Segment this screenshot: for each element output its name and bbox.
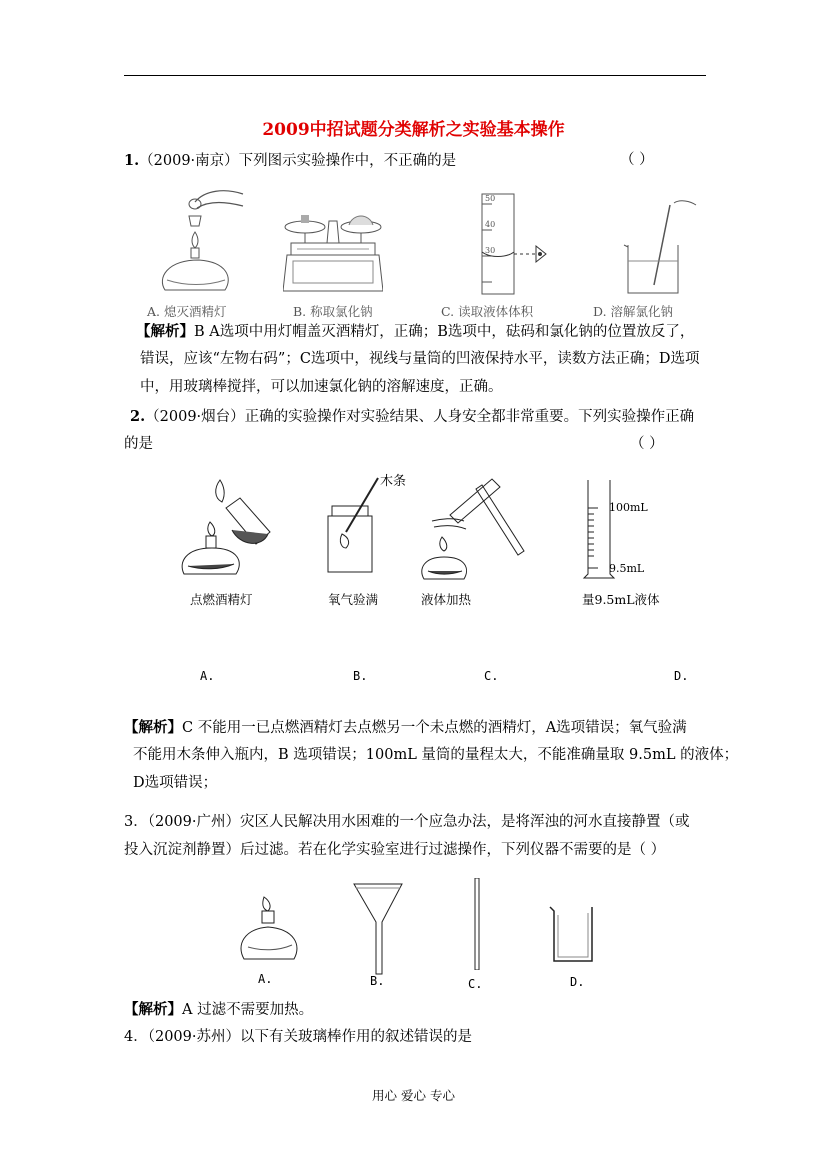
q3-stem-line-1: 3．（2009·广州）灾区人民解决用水困难的一个应急办法，是将浑浊的河水直接静置（或 [124, 814, 690, 830]
page-title: 2009中招试题分类解析之实验基本操作 [262, 120, 565, 140]
q3-analysis: 【解析】A 过滤不需要加热。 [124, 1001, 314, 1018]
q1-caption-c: C. 读取液体体积 [441, 304, 534, 319]
q2-caption-b: 氧气验满 [328, 592, 379, 607]
q1-tick-50: 50 [485, 194, 496, 203]
q2-stick-label: 木条 [380, 474, 407, 489]
q2-figure-a-light-lamp [180, 478, 275, 583]
q1-tick-30: 30 [485, 246, 496, 255]
q2-cylinder-label-100ml: 100mL [609, 501, 648, 514]
q2-option-a: A. [200, 669, 215, 683]
q3-figure-c-glass-rod [472, 878, 482, 970]
q1-caption-a: A. 熄灭酒精灯 [147, 304, 227, 319]
q3-option-d: D. [570, 975, 585, 989]
q1-analysis-line-2: 错误，应该“左物右码”；C选项中，视线与量筒的凹液保持水平，读数方法正确；D选项 [140, 351, 700, 367]
q1-figure-a-extinguish-lamp [155, 180, 245, 300]
q2-caption-d: 量9.5mL液体 [582, 592, 660, 607]
q2-analysis-line-1: 【解析】C 不能用一已点燃酒精灯去点燃另一个未点燃的酒精灯，A选项错误；氧气验满 [124, 719, 687, 736]
q2-stem-line-1: 2.（2009·烟台）正确的实验操作对实验结果、人身安全都非常重要。下列实验操作正确 [130, 408, 695, 425]
q1-answer-bracket: （ ） [620, 152, 654, 168]
q2-caption-c: 液体加热 [421, 592, 472, 607]
q1-figure-b-balance [283, 205, 383, 300]
q2-option-b: B. [353, 669, 368, 683]
q1-number: 1. [124, 152, 140, 169]
q3-figure-d-beaker [548, 905, 598, 965]
q1-analysis-line-3: 中，用玻璃棒搅拌，可以加速氯化钠的溶解速度，正确。 [140, 379, 503, 395]
q4-stem: 4．（2009·苏州）以下有关玻璃棒作用的叙述错误的是 [124, 1029, 472, 1045]
q2-cylinder-label-9-5ml: 9.5mL [609, 562, 645, 575]
q1-analysis-line-1: 【解析】B A选项中用灯帽盖灭酒精灯，正确；B选项中，砝码和氯化钠的位置放反了， [136, 323, 695, 340]
q2-option-c: C. [484, 669, 499, 683]
q1-caption-b: B. 称取氯化钠 [293, 304, 373, 319]
q1-analysis-label: 【解析】 [136, 323, 194, 340]
q2-answer-bracket: （ ） [630, 436, 664, 452]
q2-analysis-label: 【解析】 [124, 719, 182, 736]
q2-number: 2. [130, 408, 146, 425]
q2-analysis-line-2: 不能用木条伸入瓶内，B 选项错误；100mL 量筒的量程太大，不能准确量取 9.5mL 的液体； [133, 747, 739, 763]
q3-option-a: A. [258, 972, 273, 986]
q1-stem [124, 150, 456, 172]
q2-stem-line-2: 的是 [124, 436, 153, 452]
q3-option-c: C. [468, 977, 483, 991]
q2-caption-a: 点燃酒精灯 [190, 592, 253, 607]
q3-stem-line-2: 投入沉淀剂静置）后过滤。若在化学实验室进行过滤操作，下列仪器不需要的是（ ） [124, 842, 666, 858]
q3-figure-a-alcohol-lamp [240, 895, 300, 965]
header-rule [124, 75, 706, 76]
q1-figure-d-dissolve [620, 195, 700, 300]
q3-option-b: B. [370, 974, 385, 988]
page-footer: 用心 爱心 专心 [372, 1088, 455, 1103]
q1-caption-d: D. 溶解氯化钠 [593, 304, 674, 319]
q1-figure-c-cylinder-reading [470, 190, 560, 300]
q2-figure-b-oxygen-test [318, 470, 428, 580]
q2-figure-c-heat-liquid [420, 475, 530, 585]
q1-tick-40: 40 [485, 220, 496, 229]
q3-analysis-label: 【解析】 [124, 1001, 182, 1018]
q2-option-d: D. [674, 669, 689, 683]
q1-stem-text: （2009·南京）下列图示实验操作中，不正确的是 [139, 153, 457, 169]
q2-analysis-line-3: D选项错误； [133, 775, 218, 791]
q3-figure-b-funnel [352, 880, 406, 975]
